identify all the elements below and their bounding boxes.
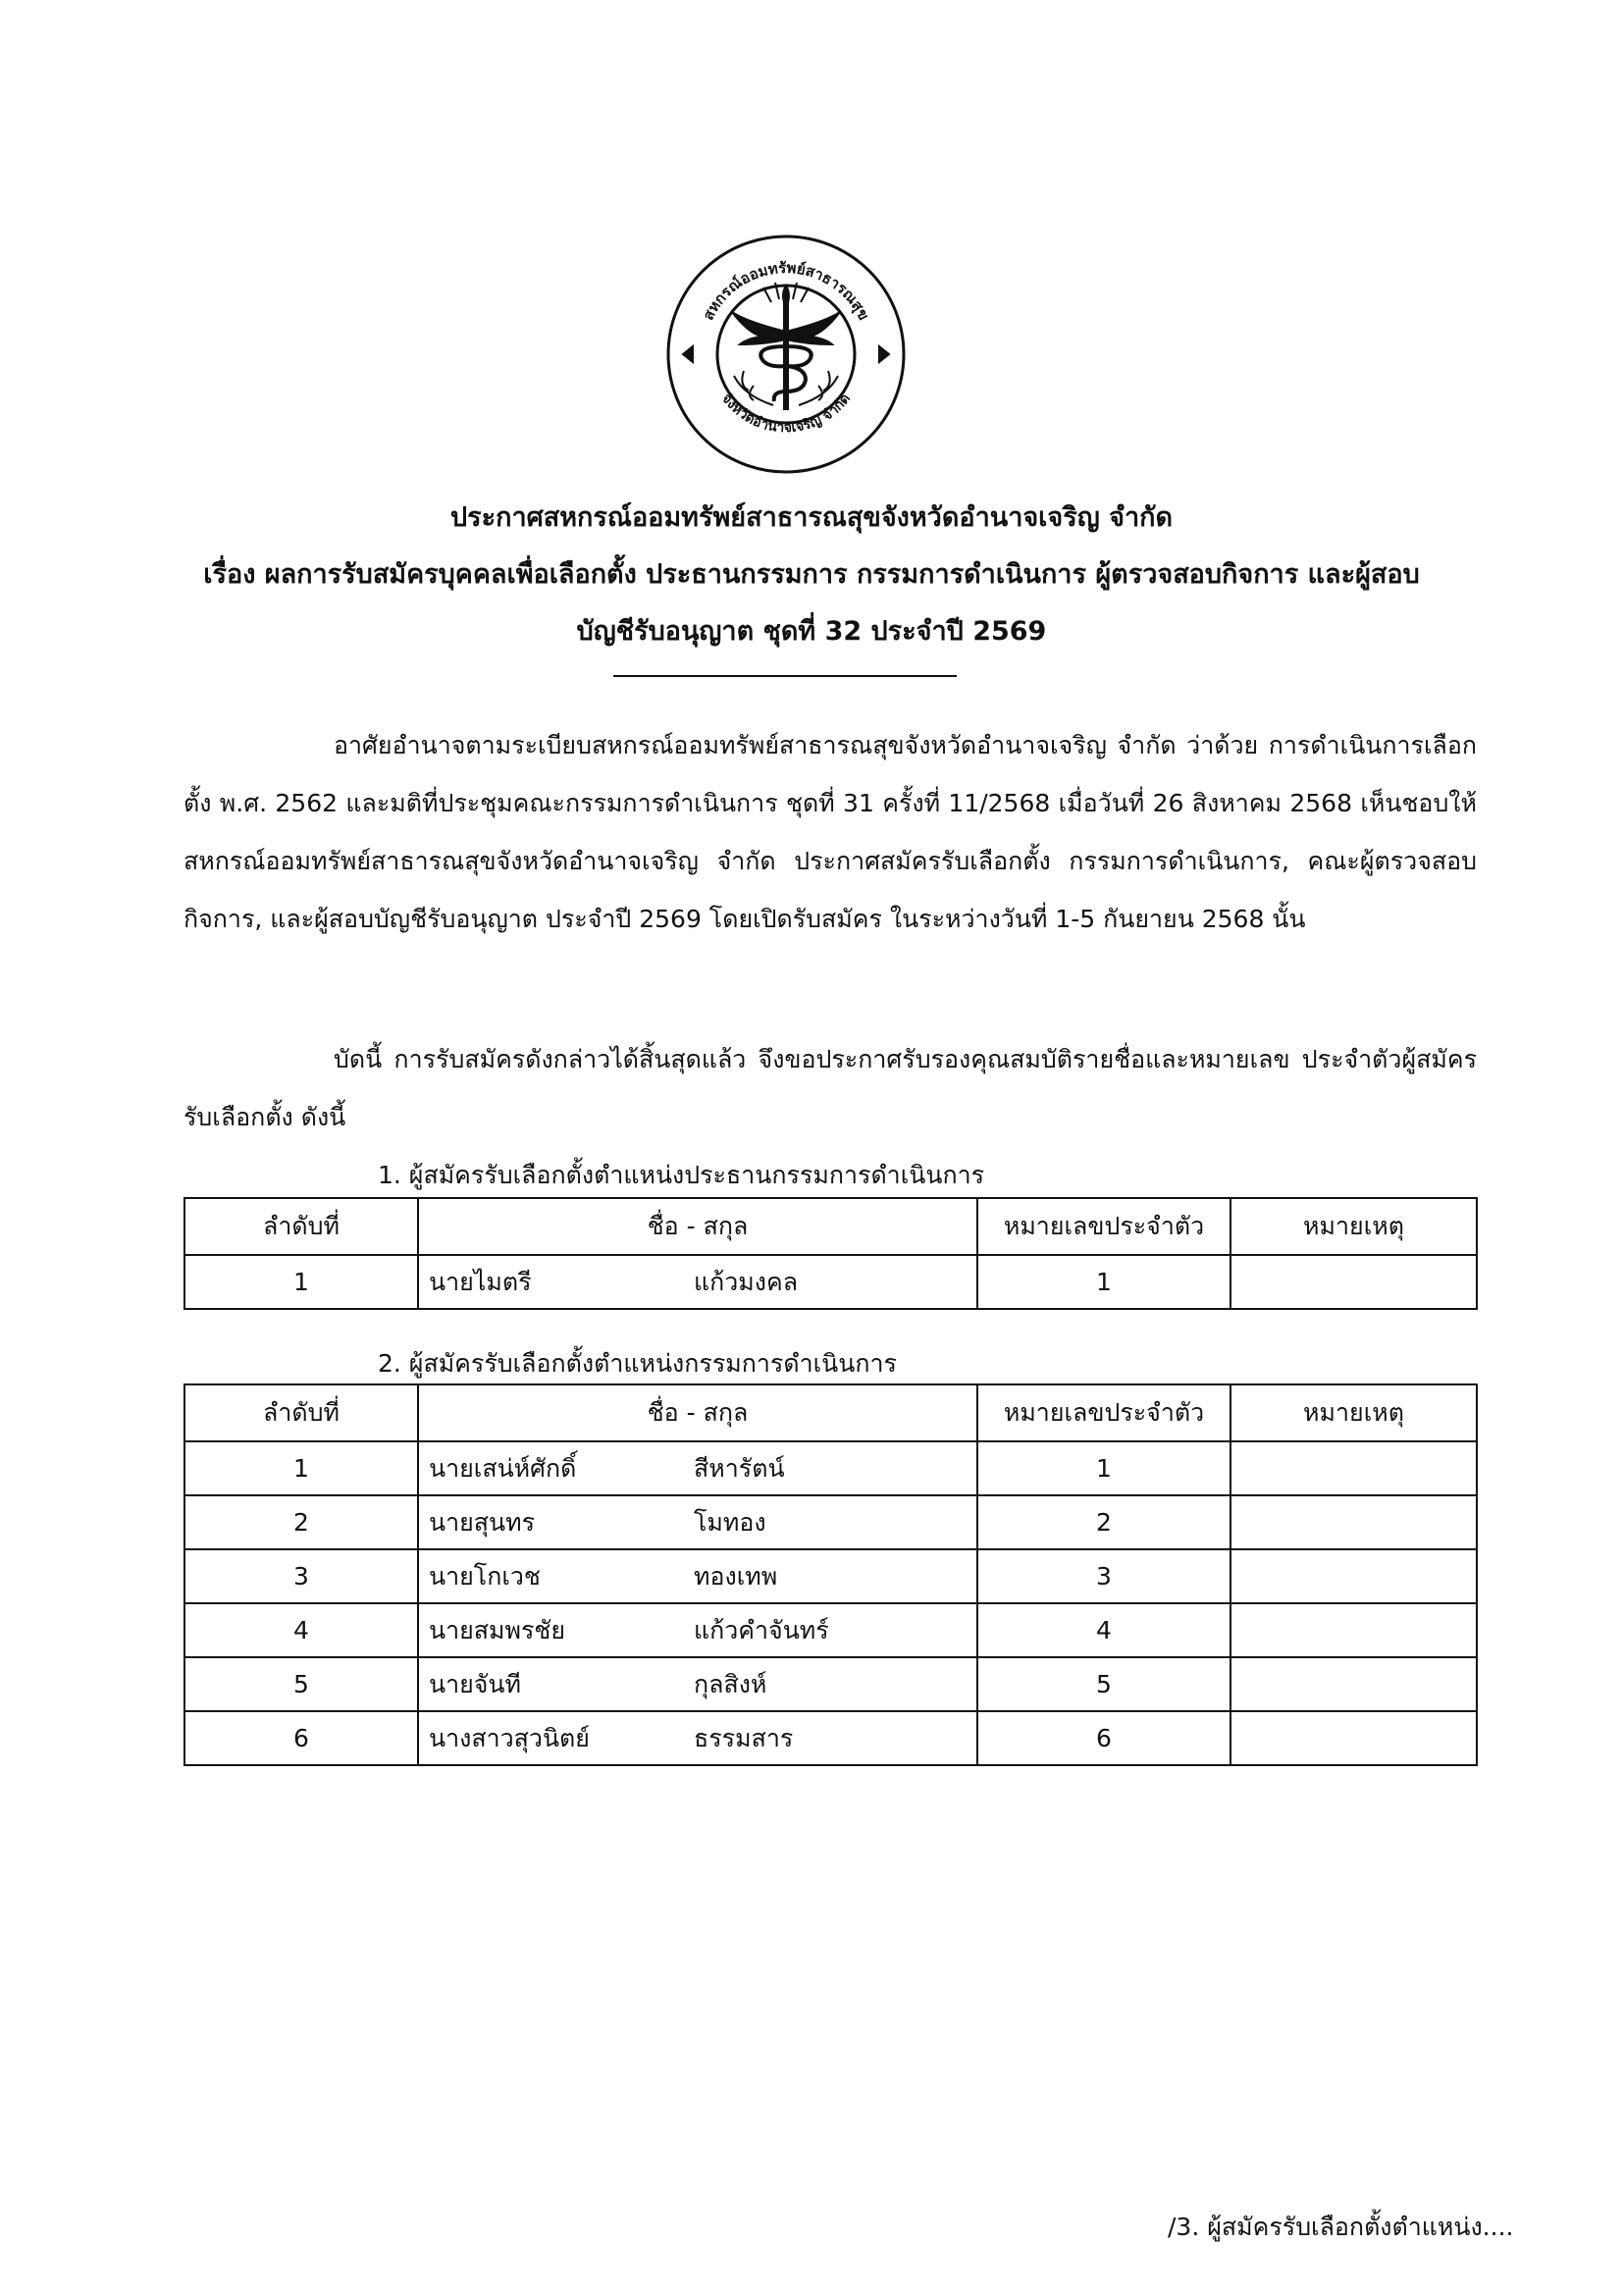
cooperative-seal-logo-icon [665, 234, 907, 475]
cell-id: 2 [977, 1495, 1230, 1549]
last-name: โมทอง [694, 1507, 766, 1537]
committee-candidates-table [183, 1383, 1478, 1766]
cell-id: 3 [977, 1549, 1230, 1603]
chairman-candidates-table [183, 1197, 1478, 1310]
first-name: นางสาวสุวนิตย์ [429, 1723, 590, 1752]
cell-no: 5 [184, 1657, 418, 1711]
cell-remark [1230, 1495, 1477, 1549]
table-row [184, 1603, 1477, 1657]
first-name: นายโกเวช [429, 1561, 541, 1591]
cell-name [418, 1495, 977, 1549]
announcement-subject: เรื่อง ผลการรับสมัครบุคคลเพื่อเลือกตั้ง ประธานกรรมการ กรรมการดำเนินการ ผู้ตรวจสอบกิจการ และผู้สอบ [203, 559, 1420, 590]
cell-name [418, 1711, 977, 1765]
first-name: นายสุนทร [429, 1507, 536, 1537]
cell-no: 1 [184, 1255, 418, 1309]
cell-no: 1 [184, 1441, 418, 1495]
col-header-id: หมายเลขประจำตัว [977, 1384, 1230, 1441]
first-name: นายเสน่ห์ศักดิ์ [429, 1453, 577, 1483]
cell-name [418, 1255, 977, 1309]
col-header-no: ลำดับที่ [184, 1198, 418, 1255]
cell-id: 4 [977, 1603, 1230, 1657]
col-header-name: ชื่อ - สกุล [418, 1384, 977, 1441]
body-paragraph-1 [183, 716, 1477, 948]
col-header-remark: หมายเหตุ [1230, 1384, 1477, 1441]
table-row [184, 1657, 1477, 1711]
announcement-subject-cont: บัญชีรับอนุญาต ชุดที่ 32 ประจำปี 2569 [576, 616, 1047, 647]
cell-remark [1230, 1657, 1477, 1711]
cell-no: 2 [184, 1495, 418, 1549]
table-header-row [184, 1384, 1477, 1441]
cell-name [418, 1549, 977, 1603]
cell-remark [1230, 1255, 1477, 1309]
cell-id: 5 [977, 1657, 1230, 1711]
last-name: กุลสิงห์ [694, 1669, 767, 1698]
col-header-name: ชื่อ - สกุล [418, 1198, 977, 1255]
last-name: ธรรมสาร [694, 1723, 794, 1752]
cell-name [418, 1657, 977, 1711]
table-row [184, 1255, 1477, 1309]
announcement-title: ประกาศสหกรณ์ออมทรัพย์สาธารณสุขจังหวัดอำนาจเจริญ จำกัด [449, 502, 1173, 533]
section-heading-committee: 2. ผู้สมัครรับเลือกตั้งตำแหน่งกรรมการดำเนินการ [378, 1349, 897, 1378]
title-divider [613, 675, 957, 677]
first-name: นายสมพรชัย [429, 1615, 566, 1644]
table-row [184, 1549, 1477, 1603]
table-row [184, 1441, 1477, 1495]
body-paragraph-1-text: อาศัยอำนาจตามระเบียบสหกรณ์ออมทรัพย์สาธารณสุขจังหวัดอำนาจเจริญ จำกัด ว่าด้วย การดำเนินการเลือกตั้ง พ.ศ. 2562 และมติที่ประชุมคณะกรรมการดำเนินการ ชุดที่ 31 ครั้งที่ 11/2568 เมื่อวันที่ 26 สิงหาคม 2568 เห็นชอบให้สหกรณ์ออมทรัพย์สาธารณสุขจังหวัดอำนาจเจริญ จำกัด ประกาศสมัครรับเลือกตั้ง กรรมการดำเนินการ, คณะผู้ตรวจสอบกิจการ, และผู้สอบบัญชีรับอนุญาต ประจำปี 2569 โดยเปิดรับสมัคร ในระหว่างวันที่ 1-5 กันยายน 2568 นั้น [183, 731, 1477, 933]
first-name: นายไมตรี [429, 1267, 532, 1296]
last-name: แก้วมงคล [694, 1267, 799, 1296]
first-name: นายจันที [429, 1669, 521, 1698]
last-name: ทองเทพ [694, 1561, 778, 1591]
last-name: แก้วคำจันทร์ [694, 1615, 829, 1644]
logo-ring-text-bottom: จังหวัดอำนาจเจริญ จำกัด [718, 391, 855, 437]
cell-name [418, 1441, 977, 1495]
table-row [184, 1711, 1477, 1765]
cell-remark [1230, 1441, 1477, 1495]
cell-id: 1 [977, 1255, 1230, 1309]
cell-remark [1230, 1711, 1477, 1765]
cell-no: 4 [184, 1603, 418, 1657]
body-paragraph-2-text: บัดนี้ การรับสมัครดังกล่าวได้สิ้นสุดแล้ว จึงขอประกาศรับรองคุณสมบัติรายชื่อและหมายเลข ประจำตัวผู้สมัครรับเลือกตั้ง ดังนี้ [183, 1045, 1477, 1131]
col-header-no: ลำดับที่ [184, 1384, 418, 1441]
table-header-row [184, 1198, 1477, 1255]
page-continuation-note: /3. ผู้สมัครรับเลือกตั้งตำแหน่ง.... [1168, 2213, 1514, 2241]
body-paragraph-2 [183, 1030, 1477, 1146]
col-header-remark: หมายเหตุ [1230, 1198, 1477, 1255]
section-heading-chairman: 1. ผู้สมัครรับเลือกตั้งตำแหน่งประธานกรรมการดำเนินการ [378, 1161, 985, 1189]
cell-id: 1 [977, 1441, 1230, 1495]
cell-name [418, 1603, 977, 1657]
col-header-id: หมายเลขประจำตัว [977, 1198, 1230, 1255]
last-name: สีหารัตน์ [694, 1453, 785, 1483]
table-row [184, 1495, 1477, 1549]
cell-remark [1230, 1603, 1477, 1657]
cell-id: 6 [977, 1711, 1230, 1765]
cell-no: 6 [184, 1711, 418, 1765]
cell-no: 3 [184, 1549, 418, 1603]
logo-ring-text-top: สหกรณ์ออมทรัพย์สาธารณสุข [699, 258, 873, 324]
cell-remark [1230, 1549, 1477, 1603]
